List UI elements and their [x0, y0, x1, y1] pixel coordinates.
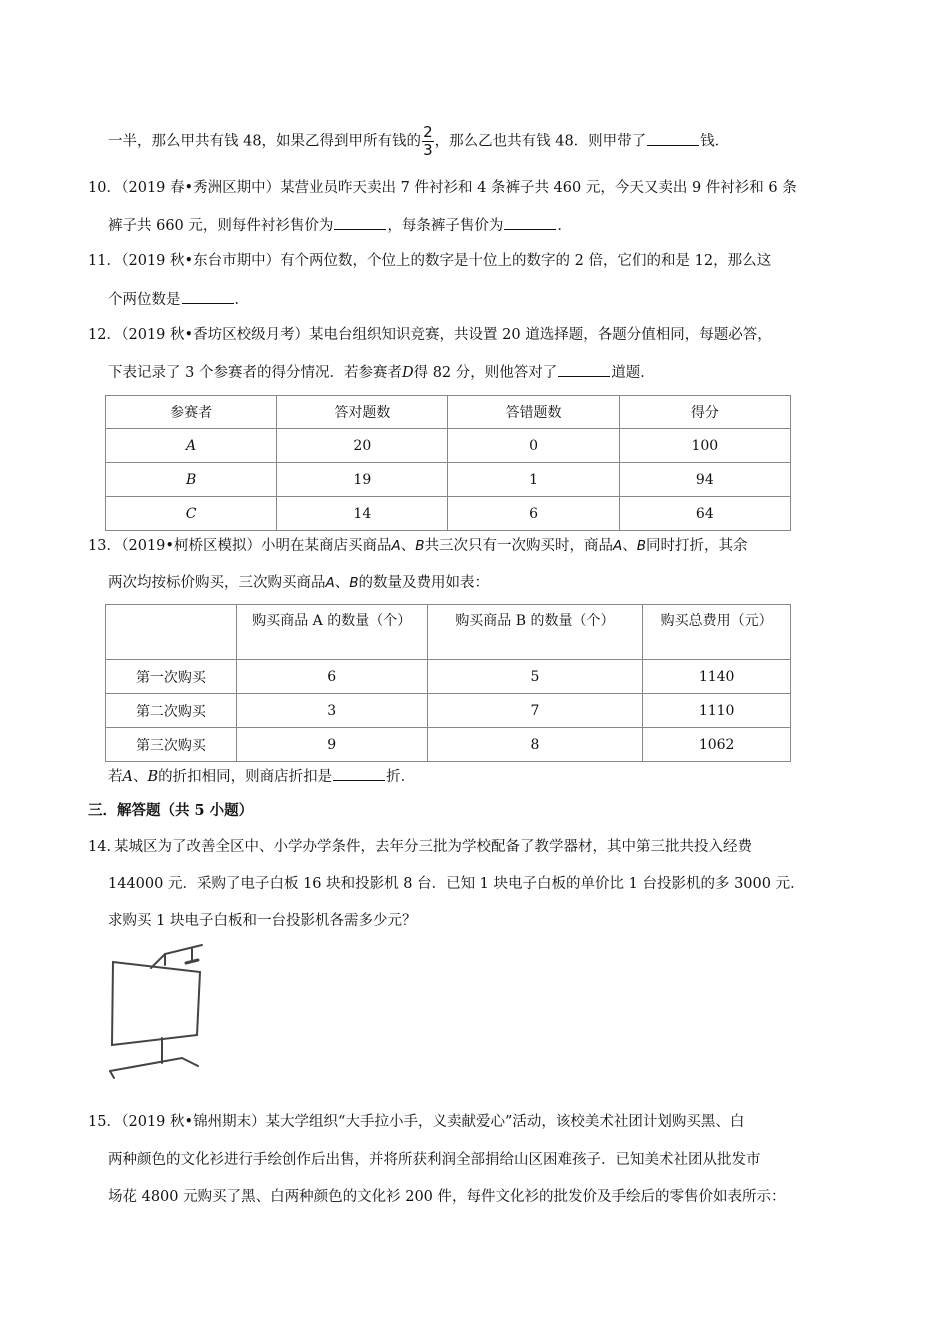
answer-blank[interactable]: [333, 766, 385, 781]
q10-text-b: ，每条裤子售价为: [387, 218, 504, 234]
table-row: [106, 728, 791, 762]
table-row: [106, 497, 791, 531]
cell: 1: [448, 463, 619, 497]
header-cell: 购买总费用（元）: [643, 605, 791, 660]
cell: 1110: [643, 694, 791, 728]
q12-line2: [108, 362, 655, 383]
q11-text: （2019 秋•东台市期中）有个两位数，个位上的数字是十位上的数字的 2 倍，它们的和是 12，那么这: [114, 253, 772, 269]
q11-line2: [108, 289, 249, 310]
q12-text-b: 得 82 分，则他答对了: [413, 365, 558, 381]
q10-text-a: 裤子共 660 元，则每件衬衫售价为: [108, 218, 334, 234]
var-d: D: [401, 365, 414, 381]
q12-text-c: 道题．: [611, 365, 655, 381]
table-row: [106, 463, 791, 497]
cell: B: [106, 463, 277, 497]
q10-line2: [108, 215, 572, 236]
q13-purchase-table: [105, 604, 791, 762]
var-a: A: [325, 575, 335, 591]
cell: 7: [427, 694, 643, 728]
answer-blank[interactable]: [558, 362, 610, 377]
header-cell: 参赛者: [106, 396, 277, 429]
q15-text: （2019 秋•锦州期末）某大学组织“大手拉小手，义卖献爱心”活动，该校美术社团计划购买黑、白: [114, 1114, 745, 1130]
header-cell: 得分: [619, 396, 790, 429]
q14-line1: [88, 837, 752, 857]
cell: 9: [236, 728, 427, 762]
q13-text-d: 两次均按标价购买，三次购买商品: [108, 575, 326, 591]
header-cell: 购买商品 B 的数量（个）: [427, 605, 643, 660]
cell: 14: [277, 497, 448, 531]
question-number: 15．: [88, 1114, 121, 1130]
cell: 3: [236, 694, 427, 728]
q12-score-table: [105, 395, 791, 531]
var-b: B: [636, 538, 646, 554]
q11-text-b: ．: [234, 292, 249, 308]
table-row: [106, 660, 791, 694]
header-cell-empty: [106, 605, 237, 660]
header-cell: 购买商品 A 的数量（个）: [236, 605, 427, 660]
q13-line2: [108, 573, 489, 593]
cell: 第二次购买: [106, 694, 237, 728]
cell: 1140: [643, 660, 791, 694]
cell: 100: [619, 429, 790, 463]
table-row: [106, 429, 791, 463]
q13-footer-a: 若: [108, 769, 123, 785]
var-b: B: [147, 769, 159, 785]
q11-text-a: 个两位数是: [108, 292, 181, 308]
table-header-row: [106, 605, 791, 660]
q14-line2: 144000 元．采购了电子白板 16 块和投影机 8 台．已知 1 块电子白板的单价比 1 台投影机的多 3000 元．: [108, 876, 805, 892]
fraction-denominator: 3: [423, 141, 433, 159]
separator: 、: [132, 769, 148, 785]
q13-text-a: （2019•柯桥区模拟）小明在某商店买商品: [114, 538, 392, 554]
table-row: [106, 694, 791, 728]
var-a: A: [612, 538, 623, 554]
cell: 第三次购买: [106, 728, 237, 762]
q12-text: （2019 秋•香坊区校级月考）某电台组织知识竞赛，共设置 20 道选择题，各题分值相同，每题必答，: [114, 327, 772, 343]
q15-line3: 场花 4800 元购买了黑、白两种颜色的文化衫 200 件，每件文化衫的批发价及手绘后的零售价如表所示：: [108, 1189, 786, 1205]
cell: 第一次购买: [106, 660, 237, 694]
q9-text-a: 一半，那么甲共有钱 48，如果乙得到甲所有钱的: [108, 133, 422, 150]
cell: 0: [448, 429, 619, 463]
var-b: B: [349, 575, 359, 591]
q13-text-e: 的数量及费用如表：: [358, 575, 490, 591]
cell: C: [106, 497, 277, 531]
cell: 20: [277, 429, 448, 463]
q13-footer-b: 的折扣相同，则商店折扣是: [158, 769, 333, 785]
q13-footer-c: 折．: [386, 769, 416, 785]
q15-line2: 两种颜色的文化衫进行手绘创作后出售，并将所获利润全部捐给山区困难孩子．已知美术社团从批发市: [108, 1152, 761, 1168]
q11-line1: [88, 251, 771, 271]
whiteboard-projector-icon: [90, 930, 240, 1090]
q13-footer: [108, 766, 415, 787]
question-number: 14．: [88, 839, 121, 855]
fraction-numerator: 2: [423, 123, 433, 141]
section-heading: 三．解答题（共 5 小题）: [88, 802, 254, 819]
q14-text: 某城区为了改善全区中、小学办学条件，去年分三批为学校配备了教学器材，其中第三批共投入经费: [114, 839, 752, 855]
table-header-row: [106, 396, 791, 429]
cell: 94: [619, 463, 790, 497]
q9-text-b: ，那么乙也共有钱 48．则甲带了: [434, 133, 647, 150]
cell: 5: [427, 660, 643, 694]
cell: 1062: [643, 728, 791, 762]
q13-line1: [88, 536, 747, 556]
q10-line1: [88, 178, 797, 198]
q15-line1: [88, 1112, 744, 1132]
separator: 、: [334, 575, 350, 591]
cell: 6: [448, 497, 619, 531]
cell: 19: [277, 463, 448, 497]
var-a: A: [122, 769, 133, 785]
var-a: A: [391, 538, 401, 554]
q14-line3: 求购买 1 块电子白板和一台投影机各需多少元？: [108, 913, 417, 929]
answer-blank-shirt[interactable]: [334, 215, 386, 230]
header-cell: 答错题数: [448, 396, 619, 429]
cell: 8: [427, 728, 643, 762]
q9-continuation: [108, 124, 729, 159]
cell: 6: [236, 660, 427, 694]
var-b: B: [415, 538, 425, 554]
q10-text: （2019 春•秀洲区期中）某营业员昨天卖出 7 件衬衫和 4 条裤子共 460 元，今天又卖出 9 件衬衫和 6 条: [114, 180, 797, 196]
cell: A: [106, 429, 277, 463]
question-number: 13．: [88, 538, 121, 554]
q13-text-b: 共三次只有一次购买时，商品: [424, 538, 613, 554]
answer-blank[interactable]: [647, 131, 699, 146]
q13-text-c: 同时打折，其余: [645, 538, 748, 554]
q10-text-c: ．: [557, 218, 572, 234]
q12-line1: [88, 325, 772, 345]
fraction-two-thirds: [422, 124, 434, 159]
answer-blank-pants[interactable]: [504, 215, 556, 230]
separator: 、: [622, 538, 637, 554]
question-number: 12．: [88, 327, 121, 343]
separator: 、: [400, 538, 416, 554]
question-number: 10．: [88, 180, 121, 196]
cell: 64: [619, 497, 790, 531]
question-number: 11．: [88, 253, 121, 269]
answer-blank[interactable]: [182, 289, 234, 304]
q12-text-a: 下表记录了 3 个参赛者的得分情况．若参赛者: [108, 365, 402, 381]
q9-text-c: 钱．: [700, 133, 730, 150]
header-cell: 答对题数: [277, 396, 448, 429]
